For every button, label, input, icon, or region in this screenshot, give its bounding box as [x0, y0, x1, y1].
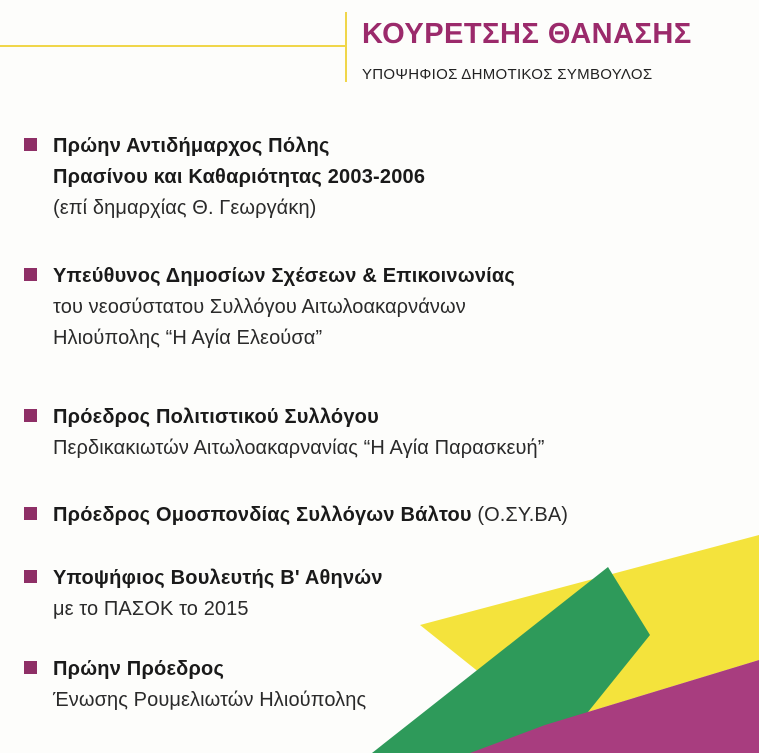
entry-heading: Πρασίνου και Καθαριότητας 2003-2006 [53, 166, 426, 188]
square-bullet-icon [24, 138, 37, 151]
entry-heading: Πρώην Πρόεδρος [53, 658, 225, 680]
candidate-title: ΥΠΟΨΗΦΙΟΣ ΔΗΜΟΤΙΚΟΣ ΣΥΜΒΟΥΛΟΣ [362, 66, 653, 83]
header-rule-vertical [345, 12, 347, 82]
square-bullet-icon [24, 409, 37, 422]
entry-heading: Υποψήφιος Βουλευτής Β' Αθηνών [53, 567, 383, 589]
header-rule-horizontal [0, 45, 345, 47]
entry-heading: Πρόεδρος Ομοσπονδίας Συλλόγων Βάλτου [53, 504, 472, 526]
square-bullet-icon [24, 268, 37, 281]
square-bullet-icon [24, 661, 37, 674]
entry-detail: (Ο.ΣΥ.ΒΑ) [477, 504, 569, 526]
entry-heading: Υπεύθυνος Δημοσίων Σχέσεων & Επικοινωνίας [53, 265, 515, 287]
entry-heading: Πρόεδρος Πολιτιστικού Συλλόγου [53, 406, 379, 428]
square-bullet-icon [24, 507, 37, 520]
entry-detail: (επί δημαρχίας Θ. Γεωργάκη) [53, 197, 317, 219]
entry-detail: με το ΠΑΣΟΚ το 2015 [53, 598, 249, 620]
entry-heading-row [53, 500, 733, 531]
entry-detail: Περδικακιωτών Αιτωλοακαρνανίας “Η Αγία Παρασκευή” [53, 437, 545, 459]
entry-detail: Ηλιούπολης “Η Αγία Ελεούσα” [53, 327, 323, 349]
candidate-name: ΚΟΥΡΕΤΣΗΣ ΘΑΝΑΣΗΣ [362, 18, 692, 50]
square-bullet-icon [24, 570, 37, 583]
entry-heading: Πρώην Αντιδήμαρχος Πόλης [53, 135, 330, 157]
entry-detail: Ένωσης Ρουμελιωτών Ηλιούπολης [53, 689, 367, 711]
entry-detail: του νεοσύστατου Συλλόγου Αιτωλοακαρνάνων [53, 296, 466, 318]
